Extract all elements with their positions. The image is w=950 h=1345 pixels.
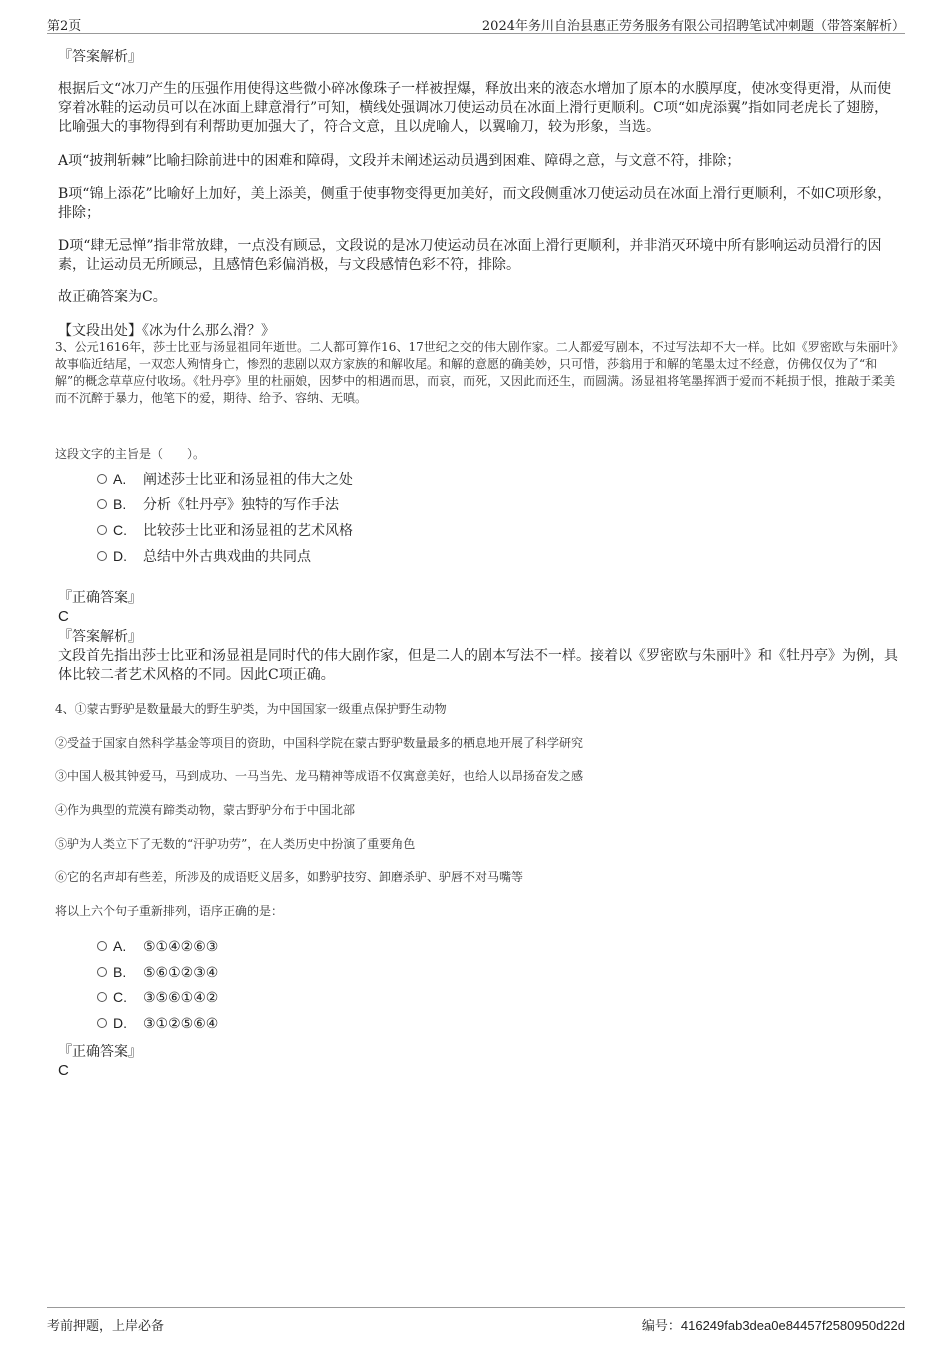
q3-question: 这段文字的主旨是（ ）。 — [55, 447, 206, 461]
q4-sentence: ④作为典型的荒漠有蹄类动物，蒙古野驴分布于中国北部 — [55, 803, 356, 817]
q2-source: 【文段出处】《冰为什么那么滑？》 — [58, 323, 275, 339]
q2-analysis-label: 『答案解析』 — [58, 49, 142, 65]
radio-icon[interactable] — [97, 525, 107, 535]
q4-option-a[interactable]: A. ⑤①④②⑥③ — [97, 936, 218, 956]
radio-icon[interactable] — [97, 499, 107, 509]
q2-analysis-paragraph: 根据后文“冰刀产生的压强作用使得这些微小碎冰像珠子一样被捏爆，释放出来的液态水增加了原本的水膜厚度，使冰变得更滑，从而使穿着冰鞋的运动员可以在冰面上肆意滑行”可知，横线处强调冰刀使运动员在冰面上滑行更顺利。C项“如虎添翼”指如同老虎长了翅膀，比喻强大的事物得到有利帮助更加强大了，符合文意，且以虎喻人，以翼喻刀，较为形象，当选。 — [58, 81, 892, 135]
document-code-value: 416249fab3dea0e84457f2580950d22d — [680, 1318, 905, 1333]
q4-answer: C — [58, 1062, 69, 1079]
q3-analysis: 文段首先指出莎士比亚和汤显祖是同时代的伟大剧作家，但是二人的剧本写法不一样。接着以《罗密欧与朱丽叶》和《牡丹亭》为例，具体比较二者艺术风格的不同。因此C项正确。 — [58, 648, 898, 683]
radio-icon[interactable] — [97, 992, 107, 1002]
q4-sentence: ③中国人极其钟爱马，马到成功、一马当先、龙马精神等成语不仅寓意美好，也给人以昂扬奋发之感 — [55, 769, 584, 783]
document-code — [642, 1315, 905, 1334]
q2-analysis-paragraph: A项“披荆斩棘”比喻扫除前进中的困难和障碍，文段并未阐述运动员遇到困难、障碍之意，与文意不符，排除； — [58, 153, 741, 169]
radio-icon[interactable] — [97, 967, 107, 977]
document-title: 2024年务川自治县惠正劳务服务有限公司招聘笔试冲刺题（带答案解析） — [481, 19, 905, 34]
q3-answer-label: 『正确答案』 — [58, 590, 142, 606]
q2-conclusion: 故正确答案为C。 — [58, 289, 167, 305]
q3-option-c[interactable]: C. 比较莎士比亚和汤显祖的艺术风格 — [97, 520, 353, 540]
q4-sentence: 4、①蒙古野驴是数量最大的野生驴类，为中国国家一级重点保护野生动物 — [55, 702, 447, 716]
q4-option-d[interactable]: D. ③①②⑤⑥④ — [97, 1013, 218, 1033]
radio-icon[interactable] — [97, 474, 107, 484]
radio-icon[interactable] — [97, 941, 107, 951]
page-footer — [47, 1307, 905, 1333]
radio-icon[interactable] — [97, 551, 107, 561]
q3-option-b[interactable]: B. 分析《牡丹亭》独特的写作手法 — [97, 494, 339, 514]
q3-option-a[interactable]: A. 阐述莎士比亚和汤显祖的伟大之处 — [97, 469, 353, 489]
q4-question: 将以上六个句子重新排列，语序正确的是： — [55, 904, 284, 918]
q4-option-b[interactable]: B. ⑤⑥①②③④ — [97, 962, 218, 982]
q2-analysis-paragraph: B项“锦上添花”比喻好上加好，美上添美，侧重于使事物变得更加美好，而文段侧重冰刀使运动员在冰面上滑行更顺利，不如C项形象，排除； — [58, 186, 892, 221]
page-number: 第2页 — [47, 19, 82, 34]
q3-answer: C — [58, 608, 69, 625]
q4-answer-label: 『正确答案』 — [58, 1044, 142, 1060]
q4-sentence: ②受益于国家自然科学基金等项目的资助，中国科学院在蒙古野驴数量最多的栖息地开展了科学研究 — [55, 736, 584, 750]
footer-slogan: 考前押题，上岸必备 — [47, 1319, 165, 1334]
q4-sentence: ⑤驴为人类立下了无数的“汗驴功劳”，在人类历史中扮演了重要角色 — [55, 837, 416, 851]
radio-icon[interactable] — [97, 1018, 107, 1028]
q3-stem: 3、公元1616年，莎士比亚与汤显祖同年逝世。二人都可算作16、17世纪之交的伟大剧作家。二人都爱写剧本，不过写法却不大一样。比如《罗密欧与朱丽叶》故事临近结尾，一双恋人殉情身亡，惨烈的悲剧以双方家族的和解收尾。和解的意愿的确美妙，只可惜，莎翁用于和解的笔墨太过不经意，仿佛仅仅为了“和解”的概念草草应付收场。《牡丹亭》里的杜丽娘，因梦中的相遇而思，而哀，而死，又因此而还生，而圆满。汤显祖将笔墨挥洒于爱而不耗损于恨，推敲于柔美而不沉醉于暴力，他笔下的爱，期待、给予、容纳、无嗔。 — [55, 340, 898, 405]
q2-analysis-paragraph: D项“肆无忌惮”指非常放肆，一点没有顾忌，文段说的是冰刀使运动员在冰面上滑行更顺利，并非消灭环境中所有影响运动员滑行的因素，让运动员无所顾忌，且感情色彩偏消极，与文段感情色彩不符，排除。 — [58, 238, 882, 273]
q4-sentence: ⑥它的名声却有些差，所涉及的成语贬义居多，如黔驴技穷、卸磨杀驴、驴唇不对马嘴等 — [55, 870, 524, 884]
page-header — [47, 12, 905, 34]
q4-option-c[interactable]: C. ③⑤⑥①④② — [97, 987, 218, 1007]
q3-analysis-label: 『答案解析』 — [58, 629, 142, 645]
q3-option-d[interactable]: D. 总结中外古典戏曲的共同点 — [97, 546, 311, 566]
document-code-label: 编号： — [641, 1319, 681, 1334]
